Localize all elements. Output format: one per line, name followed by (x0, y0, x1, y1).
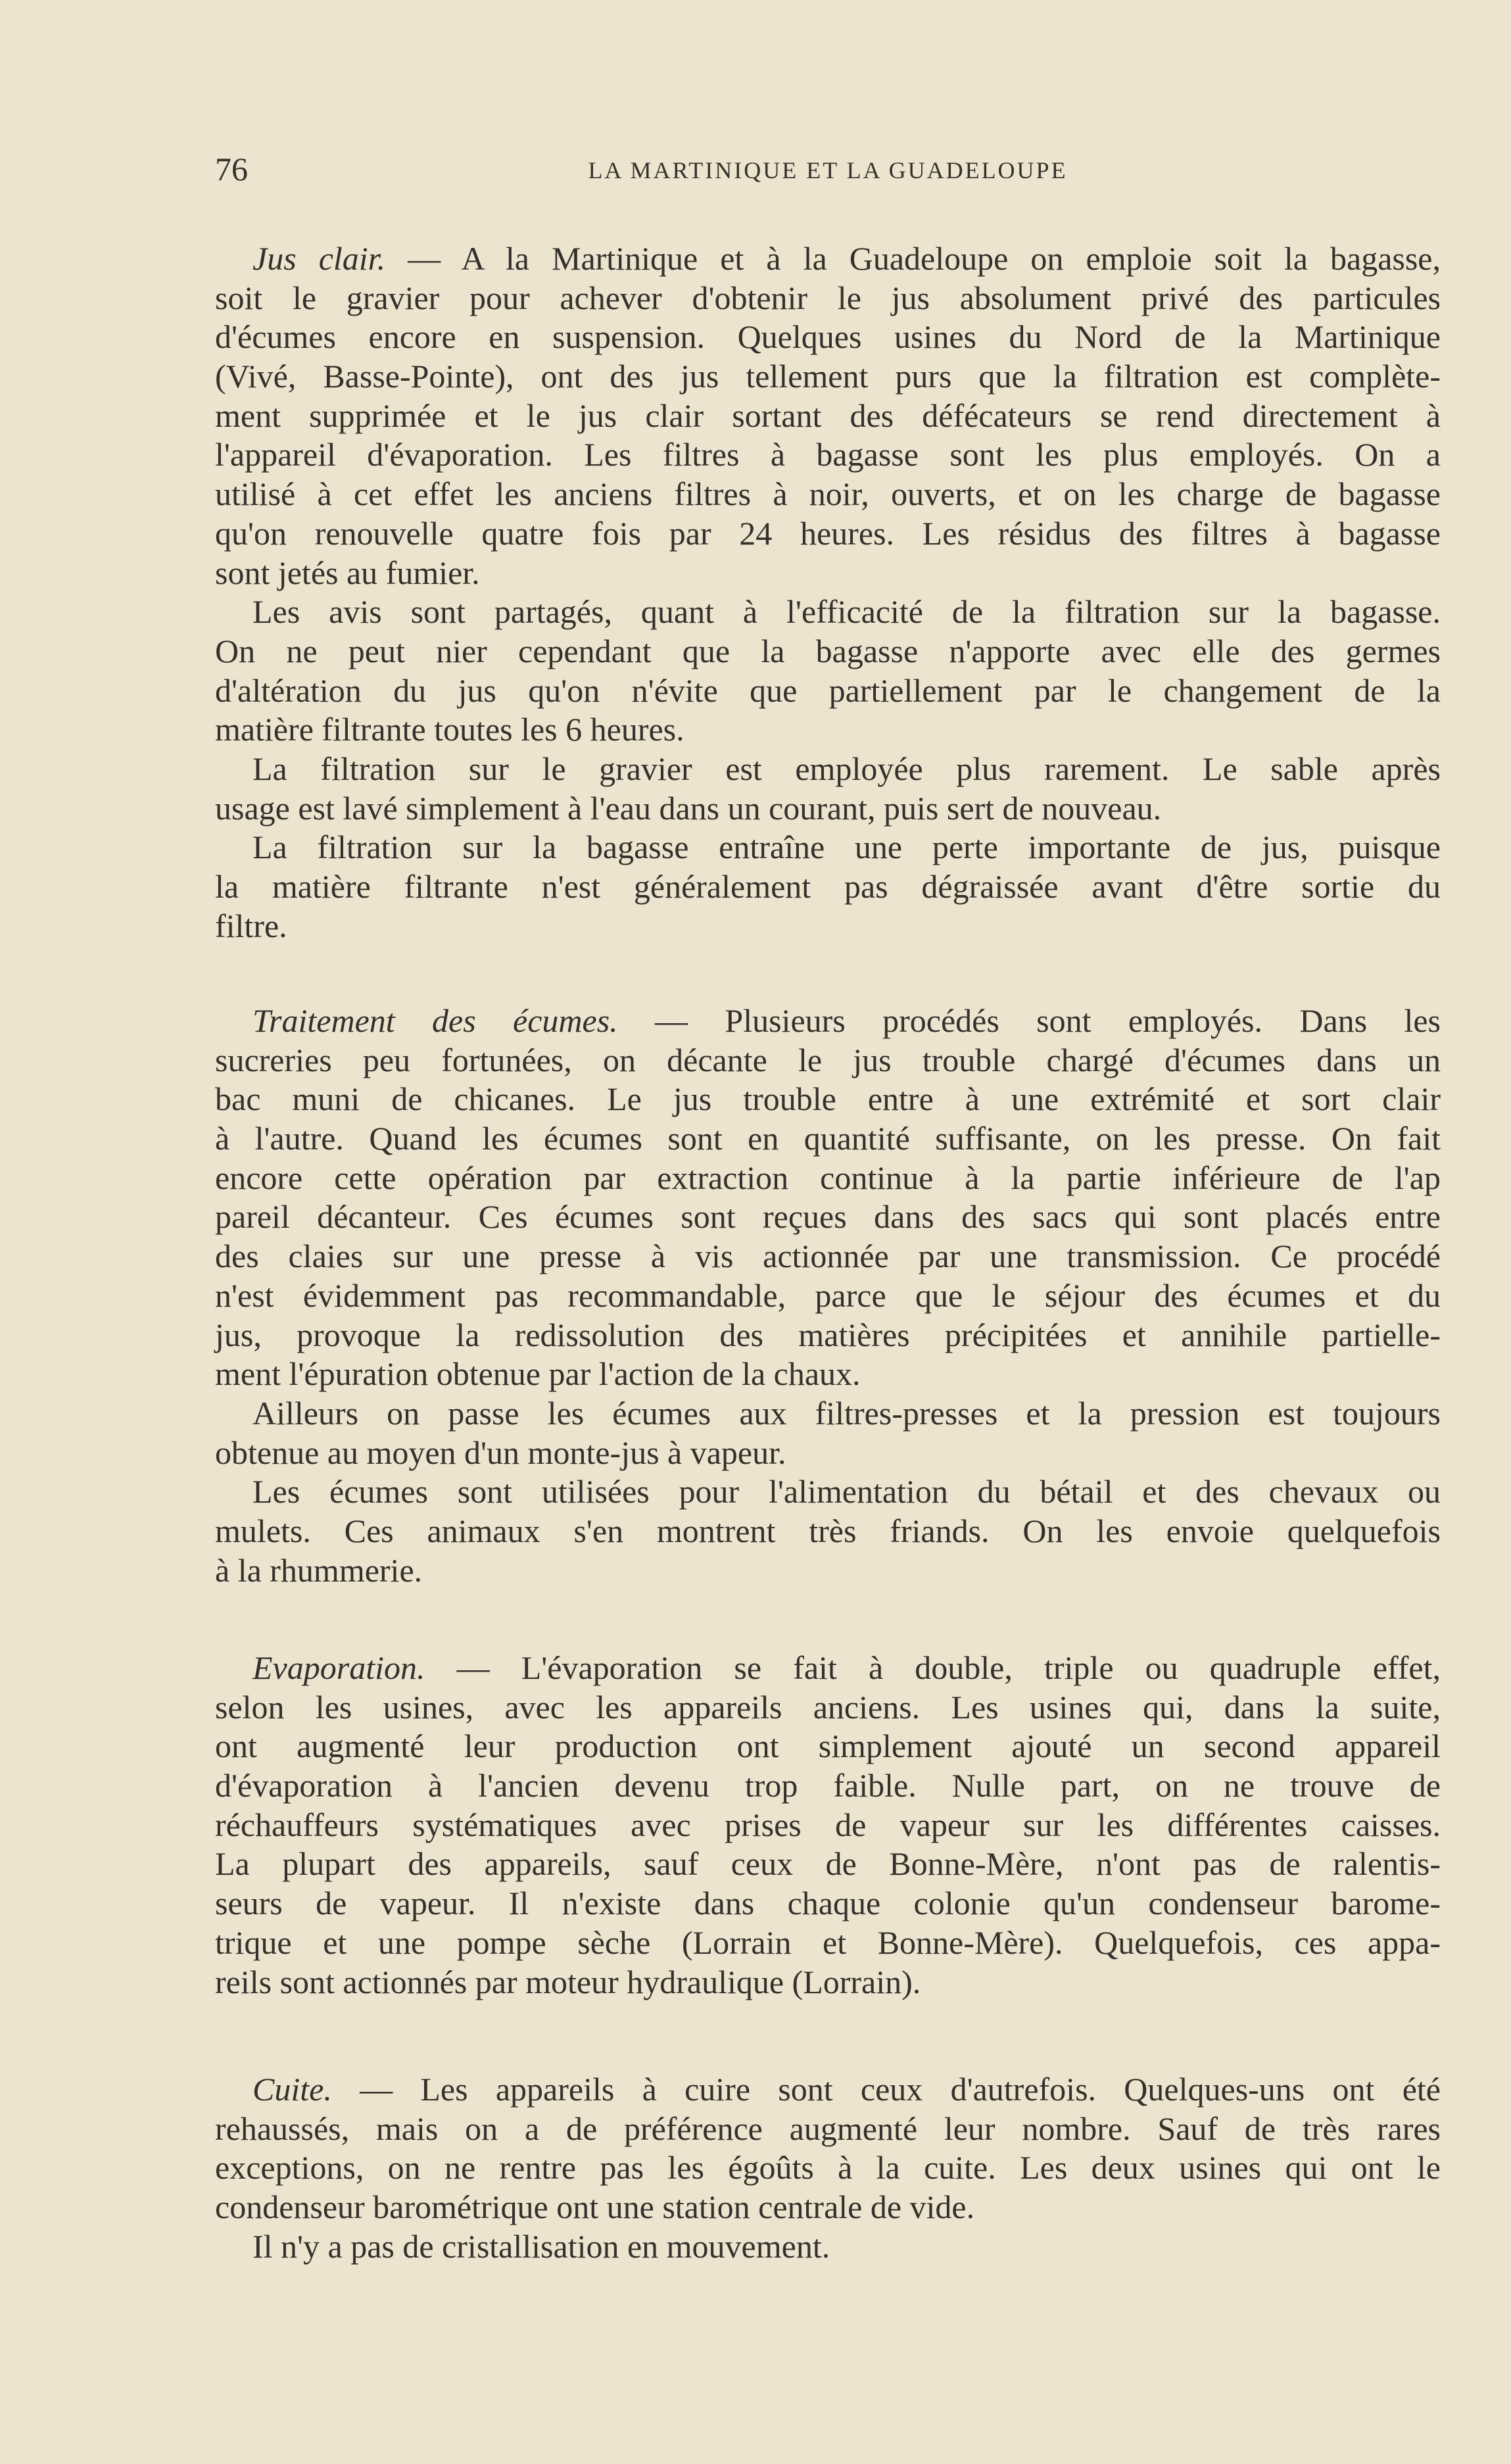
line-text: Les avis sont partagés, quant à l'efficacité de la filtration sur la bagasse. (252, 593, 1441, 631)
line-text: La filtration sur la bagasse entraîne une perte importante de jus, puisque (252, 829, 1441, 866)
text-line (215, 1806, 1441, 1845)
text-line (215, 710, 1441, 750)
text-line (215, 1197, 1441, 1237)
line-text: — Plusieurs procédés sont employés. Dans les (617, 1002, 1441, 1039)
line-text: des claies sur une presse à vis actionnée par une transmission. Ce procédé (215, 1238, 1441, 1275)
text-line (215, 1688, 1441, 1727)
line-text: reils sont actionnés par moteur hydraulique (Lorrain). (215, 1963, 921, 2000)
text-line (215, 1845, 1441, 1884)
line-text: bac muni de chicanes. Le jus trouble entre à une extrémité et sort clair (215, 1080, 1441, 1118)
line-text: la matière filtrante n'est généralement pas dégraissée avant d'être sortie du (215, 868, 1441, 905)
text-line (215, 357, 1441, 397)
text-line (215, 1316, 1441, 1355)
text-line (215, 435, 1441, 475)
paragraph (215, 1394, 1441, 1472)
text-line (215, 592, 1441, 632)
text-line (215, 1551, 1441, 1591)
paragraph (215, 2227, 1441, 2267)
text-line (215, 1119, 1441, 1159)
text-line (215, 1355, 1441, 1394)
section (215, 1649, 1441, 2002)
line-text: jus, provoque la redissolution des matières précipitées et annihile partielle- (215, 1316, 1441, 1353)
section-heading: Jus clair. (252, 240, 386, 277)
text-line (215, 554, 1441, 593)
line-text: d'écumes encore en suspension. Quelques usines du Nord de la Martinique (215, 318, 1441, 356)
line-text: ont augmenté leur production ont simplement ajouté un second appareil (215, 1727, 1441, 1765)
text-line (215, 1884, 1441, 1923)
line-text: d'évaporation à l'ancien devenu trop faible. Nulle part, on ne trouve de (215, 1767, 1441, 1804)
line-text: seurs de vapeur. Il n'existe dans chaque colonie qu'un condenseur barome- (215, 1885, 1441, 1922)
text-line (215, 514, 1441, 554)
line-text: Ailleurs on passe les écumes aux filtres-presses et la pression est toujours (252, 1394, 1441, 1432)
text-line (215, 907, 1441, 946)
text-line (215, 2188, 1441, 2227)
text-line (215, 1766, 1441, 1806)
text-line (215, 671, 1441, 711)
text-line (215, 239, 1441, 279)
line-text: — L'évaporation se fait à double, triple ou quadruple effet, (425, 1649, 1441, 1686)
text-line (215, 1002, 1441, 1041)
paragraph (215, 750, 1441, 828)
line-text: selon les usines, avec les appareils anciens. Les usines qui, dans la suite, (215, 1688, 1441, 1726)
line-text: à la rhummerie. (215, 1551, 423, 1589)
line-text: ment supprimée et le jus clair sortant des défécateurs se rend directement à (215, 397, 1441, 434)
text-line (215, 1472, 1441, 1512)
line-text: qu'on renouvelle quatre fois par 24 heures. Les résidus des filtres à bagasse (215, 514, 1441, 552)
line-text: filtre. (215, 907, 287, 944)
text-line (215, 475, 1441, 514)
line-text: n'est évidemment pas recommandable, parce que le séjour des écumes et du (215, 1276, 1441, 1314)
text-line (215, 2227, 1441, 2267)
section-heading: Evaporation. (252, 1649, 425, 1686)
text-line (215, 1727, 1441, 1766)
text-line (215, 789, 1441, 829)
line-text: La filtration sur le gravier est employée plus rarement. Le sable après (252, 750, 1441, 787)
line-text: condenseur barométrique ont une station centrale de vide. (215, 2188, 975, 2226)
paragraph (215, 1002, 1441, 1394)
text-line (215, 1923, 1441, 1963)
text-line (215, 1512, 1441, 1551)
text-line (215, 1159, 1441, 1198)
text-line (215, 1276, 1441, 1316)
text-line (215, 318, 1441, 357)
line-text: usage est lavé simplement à l'eau dans un courant, puis sert de nouveau. (215, 789, 1162, 827)
paragraph (215, 828, 1441, 946)
running-title: LA MARTINIQUE ET LA GUADELOUPE (588, 157, 1068, 183)
text-line (215, 1080, 1441, 1119)
text-line (215, 750, 1441, 789)
text-line (215, 1394, 1441, 1434)
section-heading: Traitement des écumes. (252, 1002, 618, 1039)
page-number: 76 (215, 151, 248, 187)
line-text: Les écumes sont utilisées pour l'alimentation du bétail et des chevaux ou (252, 1473, 1441, 1510)
text-line (215, 2070, 1441, 2110)
line-text: trique et une pompe sèche (Lorrain et Bonne-Mère). Quelquefois, ces appa- (215, 1923, 1441, 1961)
line-text: ment l'épuration obtenue par l'action de la chaux. (215, 1355, 861, 1393)
text-line (215, 867, 1441, 907)
text-line (215, 1041, 1441, 1080)
line-text: l'appareil d'évaporation. Les filtres à bagasse sont les plus employés. On a (215, 436, 1441, 473)
line-text: Il n'y a pas de cristallisation en mouvement. (252, 2227, 830, 2265)
line-text: rehaussés, mais on a de préférence augmenté leur nombre. Sauf de très rares (215, 2110, 1441, 2147)
line-text: — A la Martinique et à la Guadeloupe on emploie soit la bagasse, (385, 240, 1441, 277)
text-line (215, 632, 1441, 671)
paragraph (215, 1472, 1441, 1590)
line-text: (Vivé, Basse-Pointe), ont des jus tellement purs que la filtration est complète- (215, 358, 1441, 395)
section-heading: Cuite. (252, 2071, 332, 2108)
line-text: pareil décanteur. Ces écumes sont reçues dans des sacs qui sont placés entre (215, 1198, 1441, 1236)
line-text: encore cette opération par extraction continue à la partie inférieure de l'ap (215, 1159, 1441, 1196)
paragraph (215, 592, 1441, 750)
line-text: utilisé à cet effet les anciens filtres à noir, ouverts, et on les charge de bagasse (215, 475, 1441, 513)
line-text: mulets. Ces animaux s'en montrent très friands. On les envoie quelquefois (215, 1512, 1441, 1549)
line-text: matière filtrante toutes les 6 heures. (215, 711, 684, 748)
text-line (215, 279, 1441, 318)
paragraph (215, 239, 1441, 592)
line-text: — Les appareils à cuire sont ceux d'autrefois. Quelques-uns ont été (331, 2071, 1441, 2108)
line-text: sont jetés au fumier. (215, 554, 480, 591)
text-line (215, 397, 1441, 436)
section (215, 1002, 1441, 1590)
line-text: exceptions, on ne rentre pas les égoûts à la cuite. Les deux usines qui ont le (215, 2149, 1441, 2186)
line-text: soit le gravier pour achever d'obtenir le jus absolument privé des particules (215, 279, 1441, 316)
section (215, 2070, 1441, 2266)
text-line (215, 1963, 1441, 2002)
text-line (215, 1434, 1441, 1473)
line-text: La plupart des appareils, sauf ceux de Bonne-Mère, n'ont pas de ralentis- (215, 1845, 1441, 1883)
text-line (215, 1237, 1441, 1276)
text-line (215, 828, 1441, 867)
paragraph (215, 1649, 1441, 2002)
line-text: à l'autre. Quand les écumes sont en quantité suffisante, on les presse. On fait (215, 1120, 1441, 1157)
section (215, 239, 1441, 946)
line-text: On ne peut nier cependant que la bagasse n'apporte avec elle des germes (215, 632, 1441, 669)
text-line (215, 2148, 1441, 2188)
line-text: réchauffeurs systématiques avec prises de vapeur sur les différentes caisses. (215, 1806, 1441, 1843)
line-text: d'altération du jus qu'on n'évite que partiellement par le changement de la (215, 671, 1441, 709)
text-line (215, 1649, 1441, 1688)
line-text: obtenue au moyen d'un monte-jus à vapeur. (215, 1434, 786, 1471)
paragraph (215, 2070, 1441, 2227)
line-text: sucreries peu fortunées, on décante le jus trouble chargé d'écumes dans un (215, 1041, 1441, 1078)
text-line (215, 2110, 1441, 2149)
